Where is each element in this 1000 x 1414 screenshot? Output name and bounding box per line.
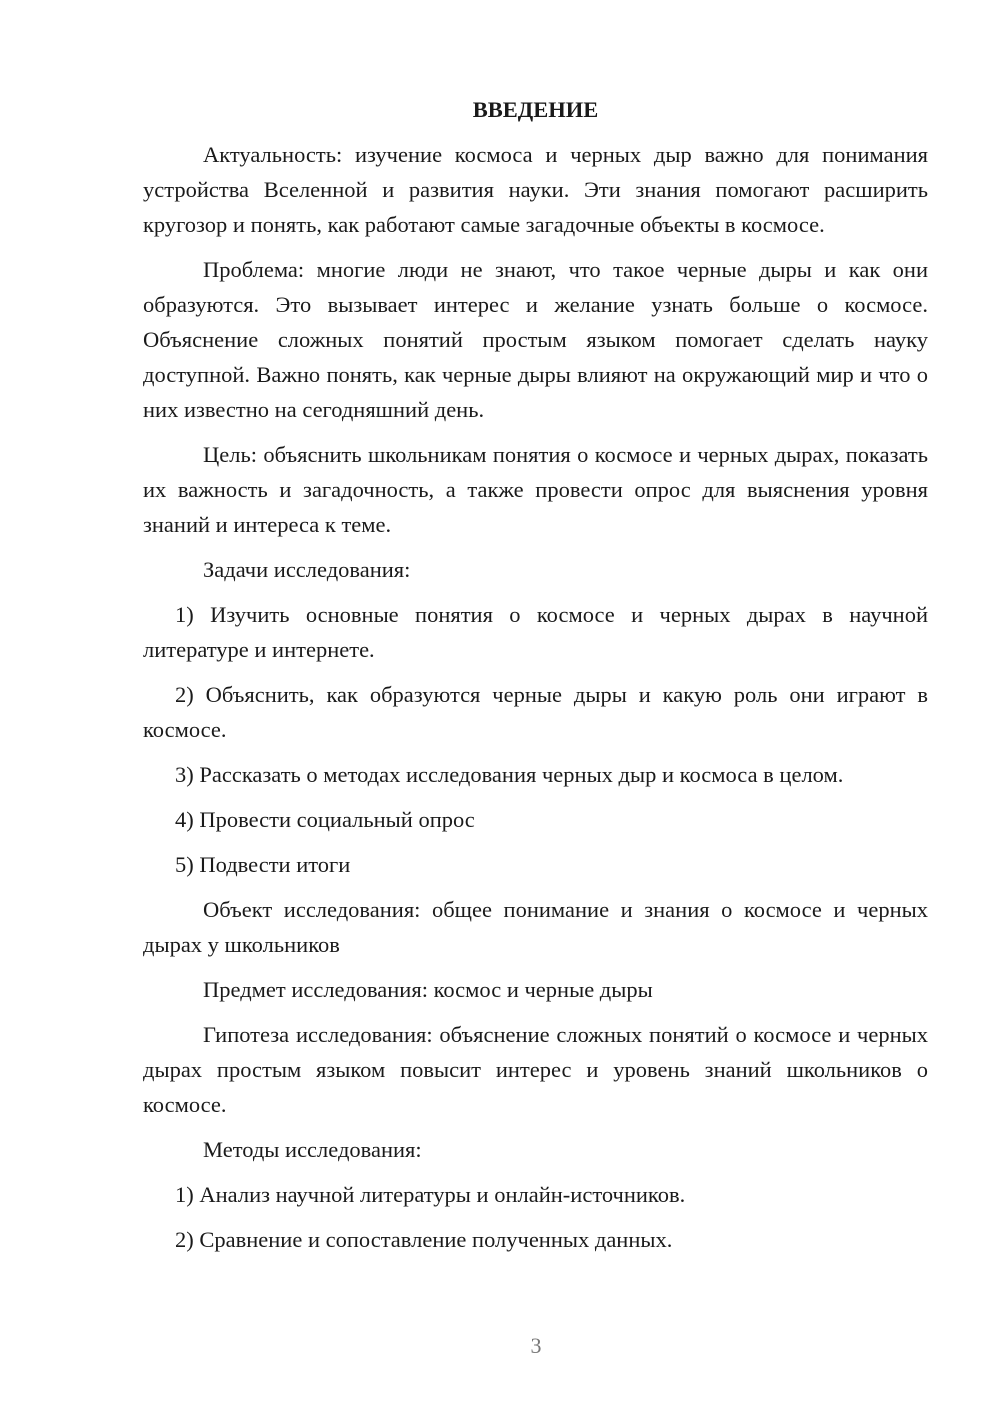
- task-item-2: 2) Объяснить, как образуются черные дыры и какую роль они играют в космосе.: [143, 682, 928, 742]
- page-title: ВВЕДЕНИЕ: [472, 97, 599, 122]
- method-item-1: 1) Анализ научной литературы и онлайн-источников.: [175, 1182, 686, 1207]
- task-item-5: 5) Подвести итоги: [175, 852, 351, 877]
- object-paragraph: Объект исследования: общее понимание и знания о космосе и черных дырах у школьников: [143, 897, 928, 957]
- document-body: [143, 95, 928, 1267]
- method-item-2: 2) Сравнение и сопоставление полученных данных.: [175, 1227, 673, 1252]
- task-item-1: 1) Изучить основные понятия о космосе и черных дырах в научной литературе и интернете.: [143, 602, 928, 662]
- relevance-paragraph: Актуальность: изучение космоса и черных дыр важно для понимания устройства Вселенной и развития науки. Эти знания помогают расширить кругозор и понять, как работают самые загадочные объекты в космосе.: [143, 142, 928, 237]
- page-number: 3: [530, 1333, 542, 1358]
- problem-paragraph: Проблема: многие люди не знают, что такое черные дыры и как они образуются. Это вызывает интерес и желание узнать больше о космосе. Объяснение сложных понятий простым языком помогает сделать науку доступной. Важно понять, как черные дыры влияют на окружающий мир и что о них известно на сегодняшний день.: [143, 257, 928, 422]
- goal-paragraph: Цель: объяснить школьникам понятия о космосе и черных дырах, показать их важность и загадочность, а также провести опрос для выяснения уровня знаний и интереса к теме.: [143, 442, 928, 537]
- hypothesis-paragraph: Гипотеза исследования: объяснение сложных понятий о космосе и черных дырах простым языком повысит интерес и уровень знаний школьников о космосе.: [143, 1022, 928, 1117]
- tasks-heading: Задачи исследования:: [203, 557, 411, 582]
- task-item-4: 4) Провести социальный опрос: [175, 807, 475, 832]
- methods-heading: Методы исследования:: [203, 1137, 422, 1162]
- task-item-3: 3) Рассказать о методах исследования черных дыр и космоса в целом.: [175, 762, 844, 787]
- subject-paragraph: Предмет исследования: космос и черные дыры: [203, 977, 653, 1002]
